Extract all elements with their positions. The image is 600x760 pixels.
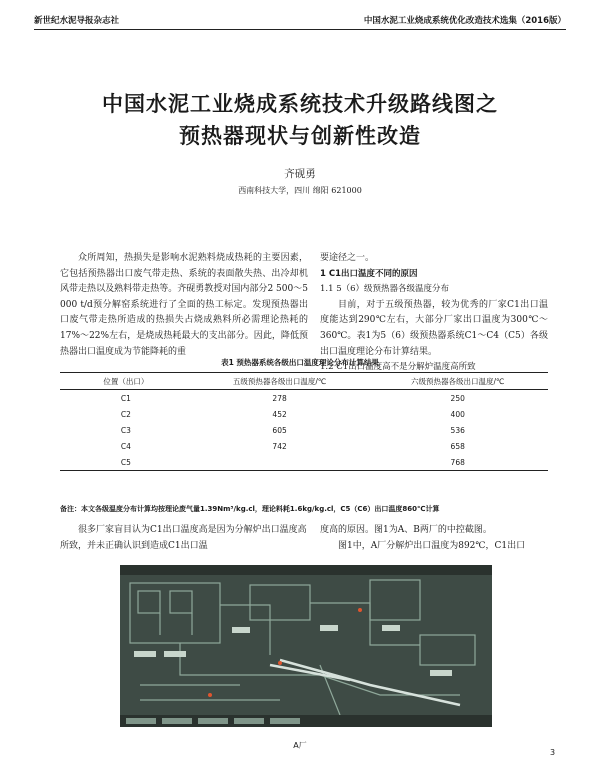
cell-position: C1 [120,393,131,403]
page-number: 3 [550,748,556,757]
header-right: 中国水泥工业烧成系统优化改造技术选集（2016版） [363,16,566,26]
title-line-2: 预热器现状与创新性改造 [179,124,421,148]
lower-right-line-1: 度高的原因。图1为A、B两厂的中控截图。 [320,525,492,535]
cell-position: C2 [120,409,131,419]
col-header-five-stage: 五级预热器各级出口温度/℃ [232,376,327,386]
lower-left-text [60,523,308,554]
table-caption: 表1 预热器系统各级出口温度理论分布计算结果 [221,358,379,367]
control-room-screenshot-image [120,565,492,727]
cell-six-stage: 658 [450,441,465,451]
cell-five-stage: 452 [272,409,287,419]
continuation-text: 要途径之一。 [320,253,375,263]
dcs-diagram-graphic [120,565,492,727]
header-left: 新世纪水泥导报杂志社 [34,16,120,26]
cell-five-stage: 278 [272,393,287,403]
table-header-row [60,373,548,390]
temperature-table [60,372,548,471]
lower-right-line-2: 图1中，A厂分解炉出口温度为892℃，C1出口 [338,540,526,551]
table-row [60,422,548,438]
cell-five-stage: 742 [272,441,287,451]
intro-paragraph: 众所周知，热损失是影响水泥熟料烧成热耗的主要因素，它包括预热器出口废气带走热、系统的表面散失热、出冷却机风带走热以及熟料带走热等。齐砚勇教授对国内部分2 500～5 000 t/d预分解窑系统进行了全面的热工标定。发现预热器出口废气带走热所造成的热损失占烧成熟料所必需理论热耗的17%～22%左右，是烧成热耗最大的支出部分。因此，降低预热器出口温度成为节能降耗的重 [60,253,308,357]
section-1-heading: 1 C1出口温度不同的原因 [320,268,418,279]
figure-caption: A厂 [293,741,307,750]
header-rule [34,29,566,30]
section-1-1-heading: 1.1 5（6）级预热器各级温度分布 [320,284,450,295]
running-header [34,14,566,28]
lower-left-paragraph: 很多厂家盲目认为C1出口温度高是因为分解炉出口温度高所致，并未正确认识到造成C1出口温 [60,525,307,551]
table-row [60,390,548,407]
section-1-1-paragraph: 目前，对于五级预热器，较为优秀的厂家C1出口温度能达到290℃左右，大部分厂家出口温度为300℃～360℃。表1为5（6）级预热器系统C1～C4（C5）各级出口温度理论分布计算结果。 [320,299,548,357]
cell-position: C5 [120,457,131,467]
title-line-1: 中国水泥工业烧成系统技术升级路线图之 [102,92,498,116]
section-1-2-heading: 1.2 C1出口温度高不是分解炉温度高所致 [320,362,476,373]
cell-position: C3 [120,425,131,435]
col-header-six-stage: 六级预热器各级出口温度/℃ [410,376,505,386]
author: 齐砚勇 [284,168,316,180]
col-header-position: 位置（出口） [103,376,149,386]
table-note: 备注：本文各级温度分布计算均按理论废气量1.39Nm³/kg.cl，理论料耗1.6kg/kg.cl，C5（C6）出口温度860℃计算 [60,505,440,513]
table-row [60,438,548,454]
left-column [60,251,308,360]
table-row [60,454,548,471]
affiliation: 西南科技大学，四川 绵阳 621000 [238,186,362,195]
cell-five-stage [192,454,368,471]
cell-six-stage: 536 [450,425,465,435]
lower-right-text [320,523,548,554]
cell-five-stage: 605 [272,425,287,435]
cell-position: C4 [120,441,131,451]
cell-six-stage: 768 [450,457,465,467]
cell-six-stage: 400 [450,409,465,419]
cell-six-stage: 250 [450,393,465,403]
table-row [60,406,548,422]
